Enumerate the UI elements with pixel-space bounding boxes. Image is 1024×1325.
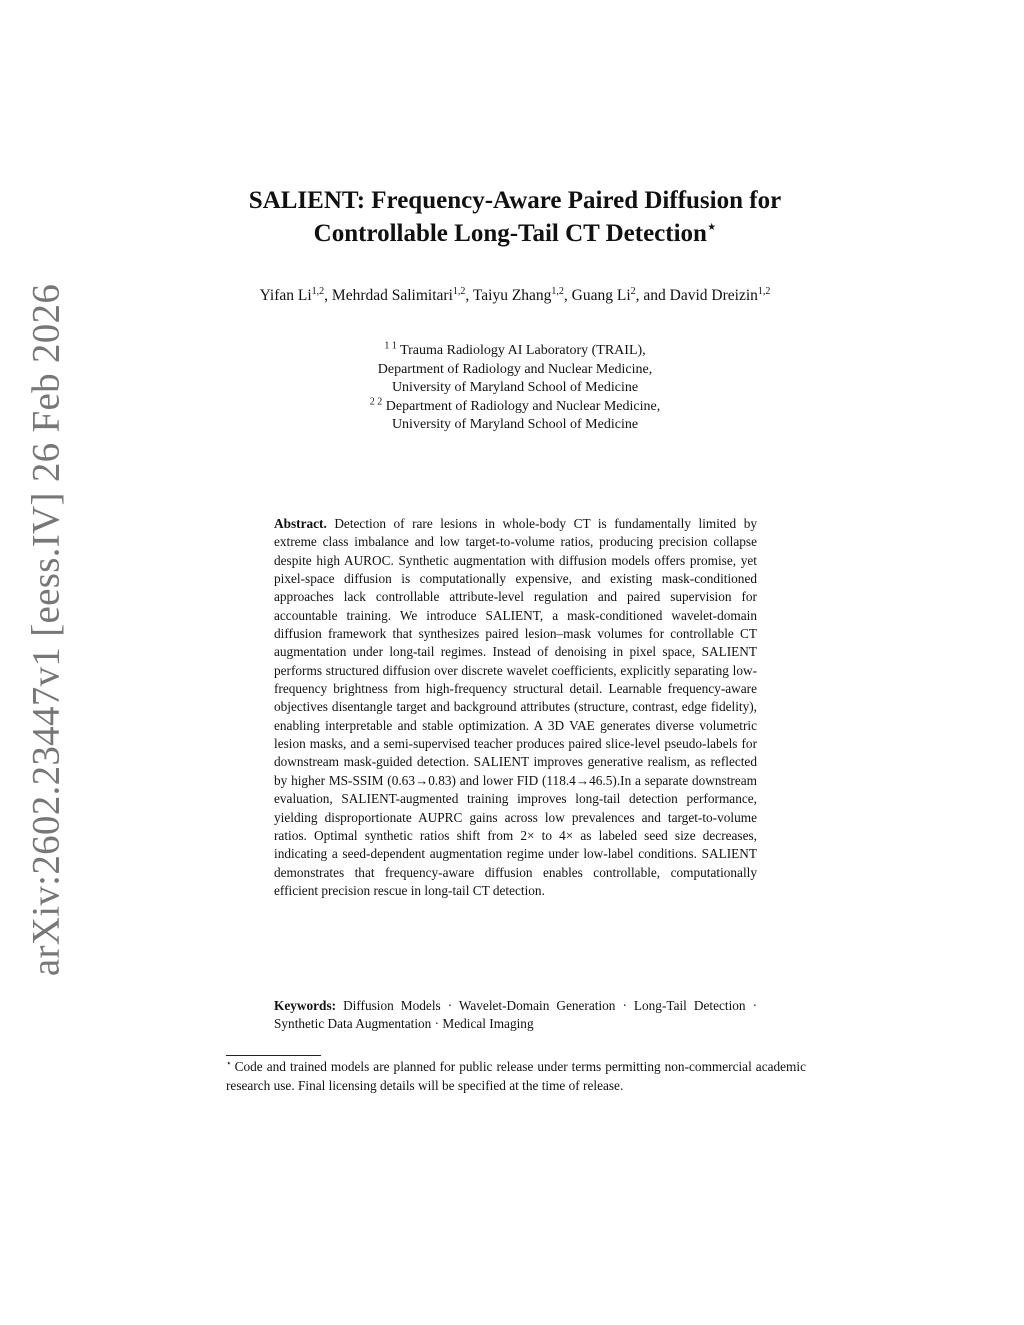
- affiliation-2-line-2: University of Maryland School of Medicine: [391, 417, 639, 433]
- footnote-mark: ⋆: [226, 1057, 232, 1068]
- arxiv-identifier-text: arXiv:2602.23447v1 [eess.IV] 26 Feb 2026: [24, 283, 68, 977]
- title-footnote-mark: ⋆: [706, 219, 717, 236]
- abstract-label: Abstract.: [274, 516, 327, 531]
- author-separator: ,: [324, 287, 332, 304]
- author-separator: ,: [465, 287, 473, 304]
- title-line-1: SALIENT: Frequency-Aware Paired Diffusion for: [248, 187, 782, 214]
- footnote: [226, 1058, 806, 1095]
- author-affiliation: 2: [630, 285, 636, 297]
- paper-title: [160, 184, 870, 250]
- author-name: Taiyu Zhang: [472, 287, 552, 304]
- author-affiliation: 1,2: [757, 285, 771, 297]
- author-list: [200, 286, 830, 306]
- title-line-2: [160, 217, 870, 250]
- keywords-text: Diffusion Models · Wavelet-Domain Generation · Long-Tail Detection · Synthetic Data Augmentation · Medical Imaging: [274, 998, 757, 1032]
- author-separator: ,: [563, 287, 572, 304]
- affiliation-1-marks: 1 1: [384, 340, 397, 352]
- author-name: David Dreizin: [669, 287, 758, 304]
- affiliations: [230, 342, 800, 435]
- keywords-label: Keywords:: [274, 998, 337, 1013]
- author-name: Mehrdad Salimitari: [331, 287, 453, 304]
- affiliation-1-line-2: Department of Radiology and Nuclear Medicine,: [377, 361, 653, 377]
- abstract-text: Detection of rare lesions in whole-body CT is fundamentally limited by extreme class imbalance and low target-to-volume ratios, producing precision collapse despite high AUROC. Synthetic augmentation with diffusion models offers promise, yet pixel-space diffusion is computationally expensive, and existing mask-conditioned approaches lack controllable attribute-level regulation and paired supervision for accountable training. We introduce SALIENT, a mask-conditioned wavelet-domain diffusion framework that synthesizes paired lesion–mask volumes for controllable CT augmentation under long-tail regimes. Instead of denoising in pixel space, SALIENT performs structured diffusion over discrete wavelet coefficients, explicitly separating low-frequency brightness from high-frequency structural detail. Learnable frequency-aware objectives disentangle target and background attributes (structure, contrast, edge fidelity), enabling interpretable and stable optimization. A 3D VAE generates diverse volumetric lesion masks, and a semi-supervised teacher produces paired slice-level pseudo-labels for downstream mask-guided detection. SALIENT improves generative realism, as reflected by higher MS-SSIM (0.63→0.83) and lower FID (118.4→46.5).In a separate downstream evaluation, SALIENT-augmented training improves long-tail detection performance, yielding disproportionate AUPRC gains across low prevalences and target-to-volume ratios. Optimal synthetic ratios shift from 2× to 4× as labeled seed size decreases, indicating a seed-dependent augmentation regime under low-label conditions. SALIENT demonstrates that frequency-aware diffusion enables controllable, computationally efficient precision rescue in long-tail CT detection.: [274, 516, 757, 898]
- affiliation-2-line-1: $^{2 2}$ Department of Radiology and Nuclear Medicine,: [369, 396, 661, 414]
- author-affiliation: 1,2: [551, 285, 564, 297]
- author-separator: , and: [635, 287, 670, 304]
- footnote-text: Code and trained models are planned for public release under terms permitting non-commercial academic research use. Final licensing details will be specified at the time of release.: [226, 1059, 806, 1093]
- keywords: [274, 997, 757, 1034]
- author-affiliation: 1,2: [452, 285, 466, 297]
- affiliation-1-line-1: $^{1 1}$ Trauma Radiology AI Laboratory (TRAIL),: [384, 340, 646, 358]
- arxiv-side-identifier: [6, 260, 86, 1000]
- affiliation-1-line-3: University of Maryland School of Medicine: [391, 380, 639, 396]
- affiliation-2-marks: 2 2: [369, 396, 383, 408]
- author-affiliation: 1,2: [311, 285, 325, 297]
- title-line-2-text: Controllable Long-Tail CT Detection: [313, 220, 707, 247]
- author-name: Guang Li: [571, 287, 631, 304]
- abstract: [274, 515, 757, 900]
- footnote-rule: [226, 1055, 321, 1056]
- author-name: Yifan Li: [259, 287, 312, 304]
